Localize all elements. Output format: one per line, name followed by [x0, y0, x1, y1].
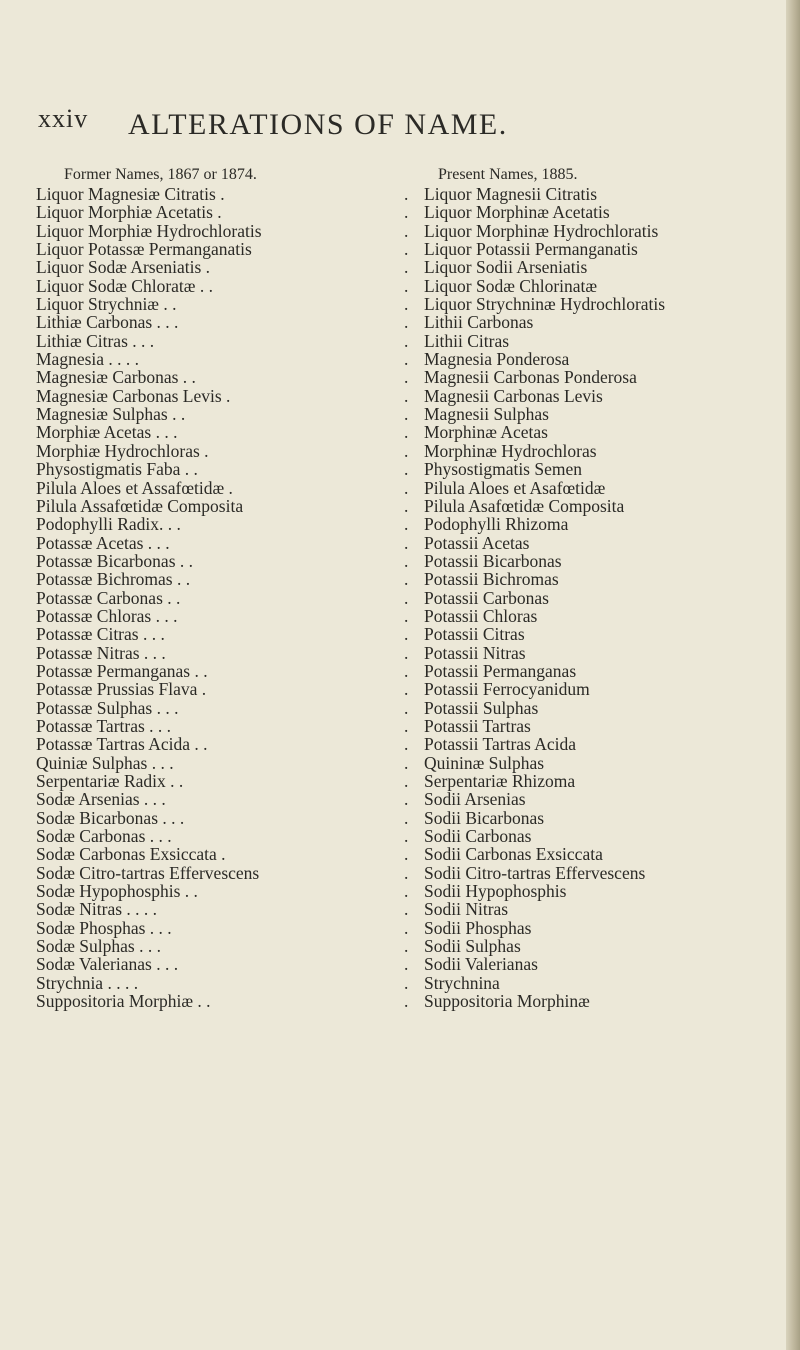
table-row	[0, 772, 786, 790]
leader-dot: .	[404, 569, 409, 590]
table-row	[0, 203, 786, 221]
former-name: Lithiæ Carbonas . . .	[36, 312, 179, 333]
present-name: Liquor Magnesii Citratis	[424, 184, 598, 204]
leader-dot: .	[404, 404, 409, 425]
former-name: Pilula Aloes et Assafœtidæ .	[36, 477, 233, 498]
leader-dot: .	[404, 349, 409, 370]
table-row	[0, 534, 786, 552]
former-name: Potassæ Acetas . . .	[36, 532, 170, 553]
leader-dot: .	[404, 440, 409, 461]
column-header-present: Present Names, 1885.	[438, 166, 578, 183]
table-row	[0, 662, 786, 680]
leader-dot: .	[404, 459, 409, 480]
leader-dot: .	[404, 605, 409, 626]
former-name: Potassæ Citras . . .	[36, 624, 165, 645]
page-number: xxiv	[38, 104, 89, 133]
former-name: Sodæ Phosphas . . .	[36, 917, 172, 938]
former-name: Sodæ Bicarbonas . . .	[36, 807, 185, 828]
leader-dot: .	[404, 991, 409, 1012]
present-name: Lithii Carbonas	[424, 312, 534, 333]
table-row	[0, 864, 786, 882]
former-name: Morphiæ Acetas . . .	[36, 422, 178, 443]
leader-dot: .	[404, 294, 409, 315]
former-name: Suppositoria Morphiæ . .	[36, 991, 211, 1012]
table-row	[0, 625, 786, 643]
present-name: Sodii Phosphas	[424, 917, 532, 938]
present-name: Liquor Morphinæ Hydrochloratis	[424, 220, 659, 241]
former-name: Physostigmatis Faba . .	[36, 459, 198, 480]
table-row	[0, 790, 786, 808]
table-row	[0, 699, 786, 717]
present-name: Sodii Nitras	[424, 899, 509, 920]
former-name: Potassæ Bichromas . .	[36, 569, 191, 590]
table-row	[0, 332, 786, 350]
present-name: Potassii Tartras	[424, 715, 531, 736]
table-row	[0, 479, 786, 497]
leader-dot: .	[404, 422, 409, 443]
table-row	[0, 937, 786, 955]
leader-dot: .	[404, 477, 409, 498]
leader-dot: .	[404, 917, 409, 938]
former-name: Potassæ Sulphas . . .	[36, 697, 179, 718]
present-name: Potassii Tartras Acida	[424, 734, 577, 755]
leader-dot: .	[404, 899, 409, 920]
leader-dot: .	[404, 844, 409, 865]
former-name: Potassæ Tartras Acida . .	[36, 734, 208, 755]
former-name: Sodæ Valerianas . . .	[36, 954, 179, 975]
table-row	[0, 497, 786, 515]
table-row	[0, 442, 786, 460]
leader-dot: .	[404, 239, 409, 260]
former-name: Potassæ Chloras . . .	[36, 605, 178, 626]
leader-dot: .	[404, 954, 409, 975]
table-row	[0, 882, 786, 900]
former-name: Lithiæ Citras . . .	[36, 330, 155, 351]
present-name: Sodii Valerianas	[424, 954, 538, 975]
table-row	[0, 900, 786, 918]
present-name: Lithii Citras	[424, 330, 510, 351]
present-name: Magnesii Sulphas	[424, 404, 549, 425]
present-name: Liquor Potassii Permanganatis	[424, 239, 638, 260]
table-row	[0, 589, 786, 607]
former-name: Liquor Sodæ Arseniatis .	[36, 257, 211, 278]
table-row	[0, 845, 786, 863]
table-row	[0, 754, 786, 772]
former-name: Liquor Magnesiæ Citratis .	[36, 184, 225, 204]
former-name: Sodæ Carbonas Exsiccata .	[36, 844, 226, 865]
table-row	[0, 955, 786, 973]
present-name: Serpentariæ Rhizoma	[424, 771, 576, 791]
leader-dot: .	[404, 367, 409, 388]
leader-dot: .	[404, 385, 409, 406]
leader-dot: .	[404, 220, 409, 241]
leader-dot: .	[404, 495, 409, 516]
present-name: Potassii Citras	[424, 624, 525, 645]
former-name: Sodæ Hypophosphis . .	[36, 881, 198, 902]
table-row	[0, 313, 786, 331]
present-name: Magnesii Carbonas Ponderosa	[424, 367, 637, 388]
leader-dot: .	[404, 771, 409, 791]
leader-dot: .	[404, 660, 409, 681]
table-row	[0, 607, 786, 625]
table-row	[0, 735, 786, 753]
table-row	[0, 552, 786, 570]
table-row	[0, 644, 786, 662]
leader-dot: .	[404, 789, 409, 810]
present-name: Morphinæ Hydrochloras	[424, 440, 597, 461]
leader-dot: .	[404, 587, 409, 608]
table-row	[0, 295, 786, 313]
page-spine-edge	[786, 0, 800, 1350]
table-row	[0, 423, 786, 441]
leader-dot: .	[404, 312, 409, 333]
table-row	[0, 570, 786, 588]
present-name: Potassii Chloras	[424, 605, 538, 626]
former-name: Potassæ Bicarbonas . .	[36, 550, 194, 571]
former-name: Magnesia . . . .	[36, 349, 140, 370]
former-name: Sodæ Carbonas . . .	[36, 826, 172, 847]
leader-dot: .	[404, 184, 409, 204]
leader-dot: .	[404, 936, 409, 957]
former-name: Sodæ Sulphas . . .	[36, 936, 161, 957]
leader-dot: .	[404, 697, 409, 718]
former-name: Magnesiæ Carbonas Levis .	[36, 385, 231, 406]
table-row	[0, 515, 786, 533]
table-row	[0, 992, 786, 1010]
table-row	[0, 460, 786, 478]
former-name: Magnesiæ Sulphas . .	[36, 404, 186, 425]
present-name: Sodii Carbonas	[424, 826, 532, 847]
running-title: ALTERATIONS OF NAME.	[128, 108, 508, 141]
leader-dot: .	[404, 734, 409, 755]
name-table	[0, 185, 786, 1010]
former-name: Sodæ Citro-tartras Effervescens	[36, 862, 260, 883]
former-name: Liquor Morphiæ Hydrochloratis	[36, 220, 262, 241]
present-name: Potassii Carbonas	[424, 587, 549, 608]
former-name: Potassæ Tartras . . .	[36, 715, 172, 736]
leader-dot: .	[404, 807, 409, 828]
table-row	[0, 368, 786, 386]
former-name: Liquor Morphiæ Acetatis .	[36, 202, 222, 223]
present-name: Sodii Bicarbonas	[424, 807, 545, 828]
present-name: Potassii Acetas	[424, 532, 530, 553]
table-row	[0, 919, 786, 937]
table-row	[0, 809, 786, 827]
former-name: Quiniæ Sulphas . . .	[36, 752, 174, 773]
present-name: Sodii Hypophosphis	[424, 881, 567, 902]
leader-dot: .	[404, 257, 409, 278]
leader-dot: .	[404, 715, 409, 736]
former-name: Liquor Strychniæ . .	[36, 294, 177, 315]
table-row	[0, 680, 786, 698]
leader-dot: .	[404, 202, 409, 223]
table-row	[0, 222, 786, 240]
present-name: Liquor Morphinæ Acetatis	[424, 202, 610, 223]
leader-dot: .	[404, 550, 409, 571]
present-name: Sodii Arsenias	[424, 789, 526, 810]
table-row	[0, 387, 786, 405]
leader-dot: .	[404, 330, 409, 351]
present-name: Podophylli Rhizoma	[424, 514, 569, 535]
table-row	[0, 717, 786, 735]
column-header-former: Former Names, 1867 or 1874.	[64, 166, 257, 183]
leader-dot: .	[404, 532, 409, 553]
table-row	[0, 185, 786, 203]
present-name: Pilula Aloes et Asafœtidæ	[424, 477, 606, 498]
table-row	[0, 240, 786, 258]
leader-dot: .	[404, 624, 409, 645]
present-name: Morphinæ Acetas	[424, 422, 548, 443]
present-name: Liquor Strychninæ Hydrochloratis	[424, 294, 666, 315]
leader-dot: .	[404, 881, 409, 902]
leader-dot: .	[404, 642, 409, 663]
table-row	[0, 350, 786, 368]
former-name: Sodæ Arsenias . . .	[36, 789, 166, 810]
present-name: Strychnina	[424, 972, 500, 993]
former-name: Potassæ Permanganas . .	[36, 660, 208, 681]
former-name: Magnesiæ Carbonas . .	[36, 367, 196, 388]
former-name: Serpentariæ Radix . .	[36, 771, 184, 791]
present-name: Magnesii Carbonas Levis	[424, 385, 603, 406]
present-name: Potassii Nitras	[424, 642, 526, 663]
present-name: Potassii Bichromas	[424, 569, 559, 590]
leader-dot: .	[404, 826, 409, 847]
present-name: Quininæ Sulphas	[424, 752, 545, 773]
former-name: Sodæ Nitras . . . .	[36, 899, 158, 920]
present-name: Pilula Asafœtidæ Composita	[424, 495, 625, 516]
former-name: Liquor Sodæ Chloratæ . .	[36, 275, 213, 296]
former-name: Potassæ Carbonas . .	[36, 587, 181, 608]
present-name: Sodii Citro-tartras Effervescens	[424, 862, 646, 883]
table-row	[0, 405, 786, 423]
present-name: Suppositoria Morphinæ	[424, 991, 590, 1012]
present-name: Potassii Bicarbonas	[424, 550, 562, 571]
present-name: Liquor Sodii Arseniatis	[424, 257, 588, 278]
present-name: Magnesia Ponderosa	[424, 349, 570, 370]
leader-dot: .	[404, 752, 409, 773]
table-row	[0, 277, 786, 295]
leader-dot: .	[404, 514, 409, 535]
present-name: Potassii Ferrocyanidum	[424, 679, 590, 700]
former-name: Potassæ Nitras . . .	[36, 642, 166, 663]
present-name: Sodii Sulphas	[424, 936, 521, 957]
former-name: Morphiæ Hydrochloras .	[36, 440, 209, 461]
present-name: Potassii Sulphas	[424, 697, 539, 718]
present-name: Potassii Permanganas	[424, 660, 577, 681]
leader-dot: .	[404, 862, 409, 883]
former-name: Strychnia . . . .	[36, 972, 139, 993]
former-name: Potassæ Prussias Flava .	[36, 679, 207, 700]
leader-dot: .	[404, 972, 409, 993]
former-name: Pilula Assafœtidæ Composita	[36, 495, 244, 516]
present-name: Physostigmatis Semen	[424, 459, 582, 480]
leader-dot: .	[404, 679, 409, 700]
table-row	[0, 258, 786, 276]
former-name: Liquor Potassæ Permanganatis	[36, 239, 252, 260]
leader-dot: .	[404, 275, 409, 296]
present-name: Sodii Carbonas Exsiccata	[424, 844, 603, 865]
former-name: Podophylli Radix. . .	[36, 514, 181, 535]
table-row	[0, 974, 786, 992]
table-row	[0, 827, 786, 845]
present-name: Liquor Sodæ Chlorinatæ	[424, 275, 598, 296]
